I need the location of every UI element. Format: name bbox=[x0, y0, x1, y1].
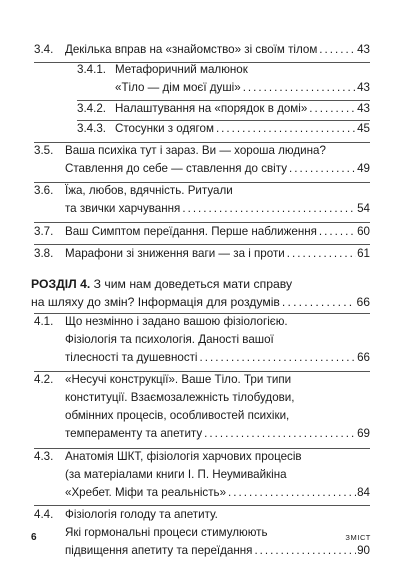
toc-entry-title: Ваш Симптом переїдання. Перше наближення bbox=[65, 225, 317, 238]
dot-leader bbox=[309, 100, 356, 118]
toc-entry-title: Фізіологія голоду та апетиту. bbox=[65, 508, 218, 521]
toc-page-number: 90 bbox=[357, 544, 370, 557]
toc-entry-title: Налаштування на «порядок в домі» bbox=[115, 102, 308, 115]
toc-entry-title-cont: «Тіло — дім моєї душі» bbox=[115, 81, 241, 94]
toc-page-number: 43 bbox=[357, 81, 370, 94]
toc-page-number: 69 bbox=[357, 427, 370, 440]
toc-entry-title-cont: Які гормональні процеси стимулюють bbox=[65, 526, 268, 539]
running-title: ЗМІСТ bbox=[345, 533, 371, 542]
toc-entry-number: 3.4.3. bbox=[77, 122, 107, 135]
toc-entry-number: 3.4. bbox=[34, 43, 54, 56]
toc-entry-number: 4.4. bbox=[34, 508, 54, 521]
toc-entry-title-cont: конституції. Взаємозалежність тілобудови, bbox=[65, 391, 295, 404]
dot-leader bbox=[228, 484, 356, 502]
toc-entry-title: Ваша психіка тут і зараз. Ви — хороша людина? bbox=[65, 144, 326, 157]
toc-entry-title-cont: «Хребет. Міфи та реальність» bbox=[65, 486, 227, 499]
chapter-title-cont: на шляху до змін? Інформація для роздумів bbox=[31, 295, 280, 309]
toc-entry-number: 4.3. bbox=[34, 450, 54, 463]
toc-page-number: 49 bbox=[357, 162, 370, 175]
dot-leader bbox=[243, 79, 356, 97]
toc-entry-title-cont: обмінних процесів, особливостей психіки, bbox=[65, 409, 290, 422]
toc-page-number: 43 bbox=[357, 43, 370, 56]
dot-leader bbox=[319, 41, 356, 59]
toc-entry-title: Їжа, любов, вдячність. Ритуали bbox=[65, 184, 233, 197]
dot-leader bbox=[216, 120, 356, 138]
chapter-heading[interactable] bbox=[31, 275, 370, 311]
toc-entry-title-cont: темпераменту та апетиту bbox=[65, 427, 203, 440]
toc-entry-number: 3.6. bbox=[34, 184, 54, 197]
toc-entry-title-cont: підвищення апетиту та переїдання bbox=[65, 544, 253, 557]
toc-entry-title-cont: та звички харчування bbox=[65, 202, 181, 215]
toc-entry-number: 3.5. bbox=[34, 144, 54, 157]
toc-page-number: 43 bbox=[357, 102, 370, 115]
dot-leader bbox=[282, 293, 356, 311]
toc-entry-title-cont: (за матеріалами книги І. П. Неумивайкіна bbox=[65, 468, 287, 481]
dot-leader bbox=[254, 542, 356, 560]
dot-leader bbox=[200, 349, 357, 367]
toc-entry-number: 3.4.1. bbox=[77, 63, 107, 76]
toc-entry-number: 4.1. bbox=[34, 315, 54, 328]
toc-entry-title: Що незмінно і задано вашою фізіологією. bbox=[65, 315, 288, 328]
toc-entry-title: «Несучі конструкції». Ваше Тіло. Три типи bbox=[65, 373, 292, 386]
dot-leader bbox=[182, 200, 356, 218]
toc-page-number: 61 bbox=[357, 247, 370, 260]
toc-entry-title: Стосунки з одягом bbox=[115, 122, 214, 135]
toc-entry-title-cont: Фізіологія та психологія. Даності вашої bbox=[65, 333, 274, 346]
toc-entry-number: 3.4.2. bbox=[77, 102, 107, 115]
dot-leader bbox=[319, 223, 356, 241]
dot-leader bbox=[289, 160, 356, 178]
page-number: 6 bbox=[31, 532, 37, 543]
chapter-title: З чим нам доведеться мати справу bbox=[93, 277, 293, 291]
toc-entry-number: 3.8. bbox=[34, 247, 54, 260]
toc-page-number: 45 bbox=[357, 122, 370, 135]
toc-entry-title: Марафони зі зниження ваги — за і проти bbox=[65, 247, 285, 260]
toc-page-number: 84 bbox=[357, 486, 370, 499]
toc-page-number: 66 bbox=[356, 295, 370, 309]
toc-page-number: 66 bbox=[357, 351, 370, 364]
dot-leader bbox=[287, 245, 356, 263]
chapter-label: РОЗДІЛ 4. bbox=[31, 277, 91, 291]
toc-entry-number: 3.7. bbox=[34, 225, 54, 238]
toc-entry-title-cont: тілесності та душевності bbox=[65, 351, 198, 364]
toc-entry-title: Декілька вправ на «знайомство» зі своїм тілом bbox=[65, 43, 318, 56]
toc-page-number: 54 bbox=[357, 202, 370, 215]
toc-entry-title-cont: Ставлення до себе — ставлення до світу bbox=[65, 162, 287, 175]
toc-page-number: 60 bbox=[357, 225, 370, 238]
toc-entry-title: Анатомія ШКТ, фізіологія харчових процесів bbox=[65, 450, 302, 463]
dot-leader bbox=[204, 425, 356, 443]
toc-entry-number: 4.2. bbox=[34, 373, 54, 386]
toc-entry-title: Метафоричний малюнок bbox=[115, 63, 248, 76]
